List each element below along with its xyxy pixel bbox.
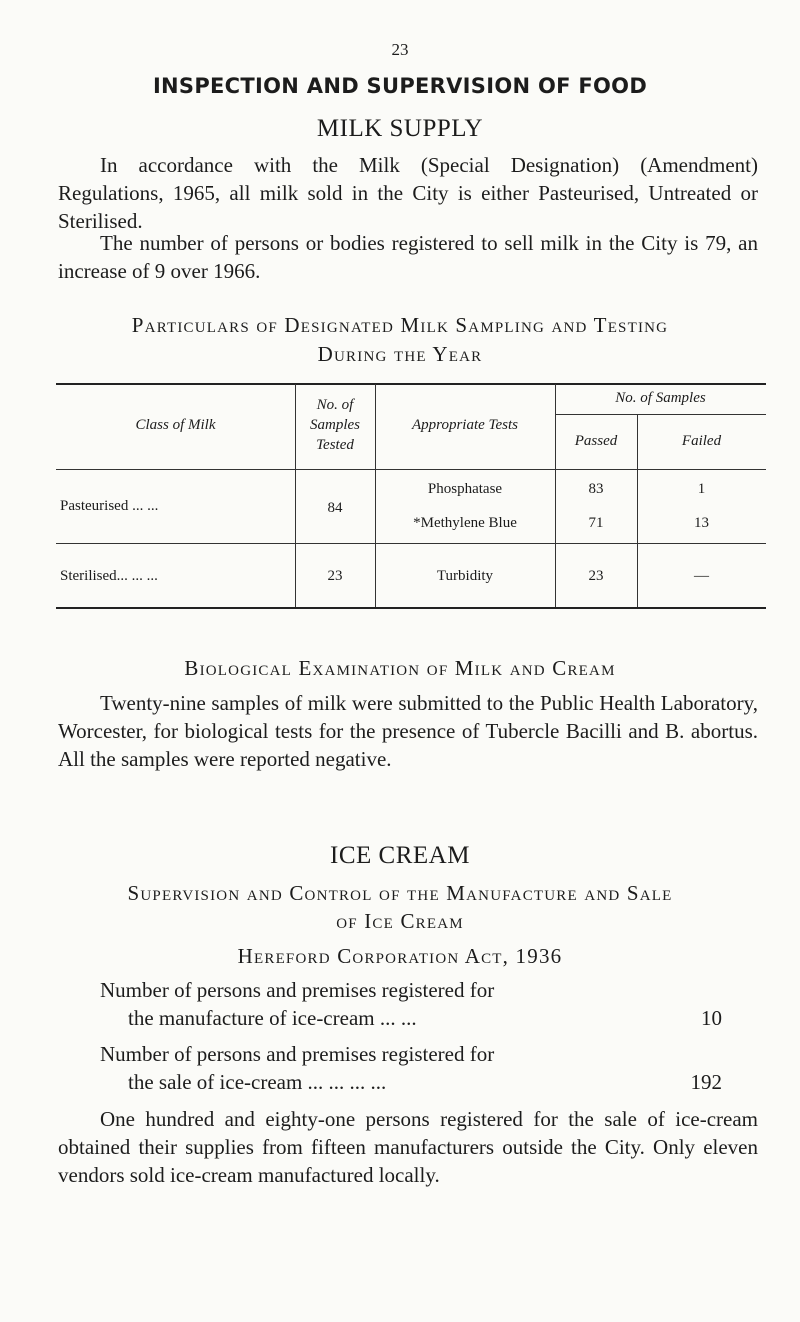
row-test-failed: — [694,568,709,584]
row-class-sterilised: Sterilised... ... ... [60,568,158,584]
milk-supply-paragraph-1: In accordance with the Milk (Special Designation) (Amendment) Regulations, 1965, all milk sold in the City is either Pasteurised, Untreated or Sterilised. [58,153,758,233]
row-test-passed: 83 [588,481,604,497]
entry-sale-value: 192 [690,1070,722,1094]
header-appropriate-tests: Appropriate Tests [412,417,518,433]
header-class-of-milk: Class of Milk [135,417,216,433]
running-heading: INSPECTION AND SUPERVISION OF FOOD [152,74,648,98]
header-tested-line: Tested [316,437,354,453]
biological-title: Biological Examination of Milk and Cream [184,656,616,680]
entry-sale-line-1: Number of persons and premises registered for [100,1042,495,1066]
header-no-of-samples: No. of Samples [615,390,706,406]
table-bottom-rule [56,607,766,609]
header-tested-line: No. of [316,397,354,413]
row-tested-pasteurised: 84 [327,500,343,516]
header-tested-line: Samples [310,417,360,433]
page-number: 23 [391,40,409,59]
row-test-passed: 71 [588,515,604,531]
entry-manufacture-value: 10 [701,1006,722,1030]
table-top-rule [56,383,766,385]
table-row-rule [56,543,766,544]
table-header-rule [56,469,766,470]
row-test-failed: 13 [694,515,709,531]
ice-cream-title: ICE CREAM [330,842,470,869]
row-test-name: Phosphatase [427,481,503,497]
row-test-name: Turbidity [436,568,494,584]
ice-cream-subtitle-line-2: of Ice Cream [336,909,464,933]
entry-manufacture-line-2: the manufacture of ice-cream ... ... [128,1006,417,1030]
ice-cream-subtitle-line-1: Supervision and Control of the Manufacture and Sale [127,881,673,905]
particulars-title-line-2: During the Year [317,342,483,366]
ice-cream-act: Hereford Corporation Act, 1936 [237,944,563,968]
row-test-passed: 23 [588,568,604,584]
ice-cream-paragraph: One hundred and eighty-one persons registered for the sale of ice-cream obtained their supplies from fifteen manufacturers outside the City. Only eleven vendors sold ice-cream manufactured locally. [58,1107,758,1187]
biological-paragraph: Twenty-nine samples of milk were submitted to the Public Health Laboratory, Worcester, for biological tests for the presence of Tubercle Bacilli and B. abortus. All the samples were reported negative. [58,691,758,771]
row-class-pasteurised: Pasteurised ... ... [60,498,159,514]
header-failed: Failed [681,433,722,449]
table-samples-rule [555,414,766,415]
milk-supply-title: MILK SUPPLY [316,115,484,142]
row-test-name: *Methylene Blue [413,515,517,531]
entry-manufacture-line-1: Number of persons and premises registered for [100,978,495,1002]
particulars-title-line-1: Particulars of Designated Milk Sampling and Testing [131,313,669,337]
header-passed: Passed [574,433,618,449]
entry-sale-line-2: the sale of ice-cream ... ... ... ... [128,1070,387,1094]
milk-supply-paragraph-2: The number of persons or bodies registered to sell milk in the City is 79, an increase of 9 over 1966. [58,231,758,283]
row-test-failed: 1 [697,481,706,497]
header-no-of-samples-tested [295,395,375,455]
row-tested-sterilised: 23 [327,568,343,584]
